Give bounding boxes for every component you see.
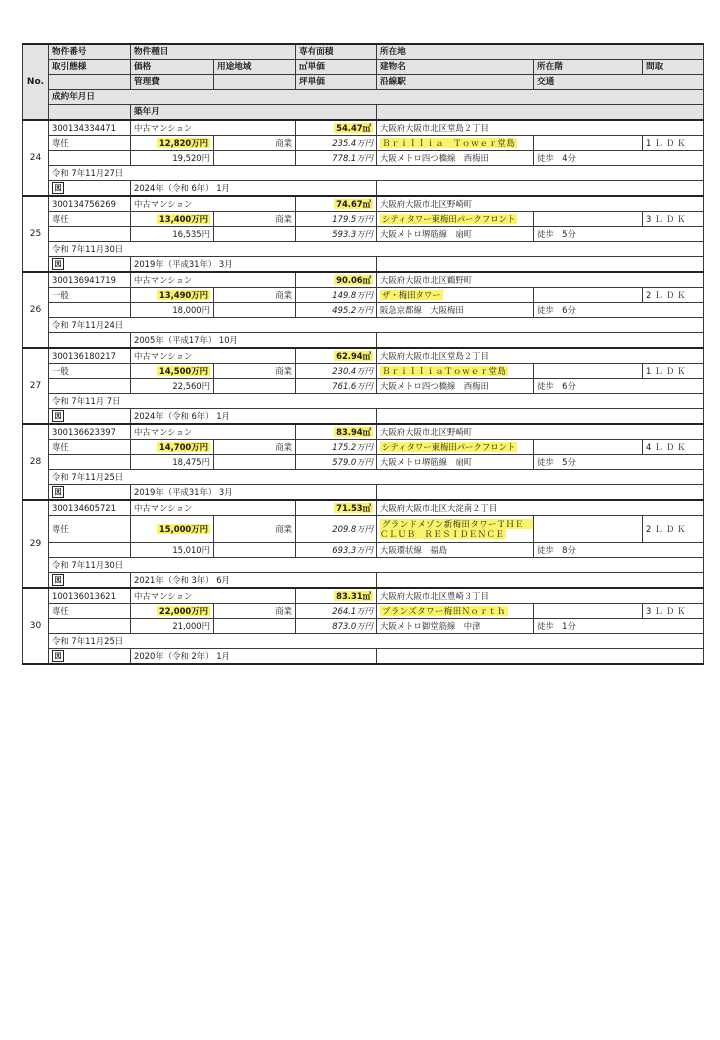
built-date: 2005年（平成17年） 10月 [131, 333, 377, 349]
header-built-date: 築年月 [131, 105, 377, 121]
management-fee: 18,000円 [131, 303, 214, 318]
header-price: 価格 [131, 60, 214, 75]
header-property-number: 物件番号 [49, 44, 131, 60]
exclusive-area [296, 588, 377, 604]
floorplan-cell [49, 573, 131, 589]
empty-cell [49, 379, 131, 394]
property-number: 300136180217 [49, 348, 131, 364]
exclusive-area-value: 71.53㎡ [336, 502, 372, 513]
empty-cell [377, 573, 704, 589]
price-per-tsubo: 495.2万円 [296, 303, 377, 318]
floor [534, 136, 643, 151]
layout: 2ＬＤＫ [643, 516, 704, 543]
transaction-type: 専任 [49, 604, 131, 619]
record-no: 25 [23, 196, 49, 272]
floorplan-cell [49, 333, 131, 349]
empty-cell [49, 543, 131, 558]
empty-cell [377, 333, 704, 349]
access: 徒歩 1分 [534, 619, 704, 634]
floor [534, 604, 643, 619]
floorplan-icon[interactable]: 図 [52, 650, 64, 662]
floor [534, 212, 643, 227]
transaction-type: 専任 [49, 516, 131, 543]
access: 徒歩 4分 [534, 151, 704, 166]
exclusive-area [296, 500, 377, 516]
layout: 2ＬＤＫ [643, 288, 704, 303]
header-building-name: 建物名 [377, 60, 534, 75]
location: 大阪府大阪市北区堂島２丁目 [377, 348, 704, 364]
zoning: 商業 [214, 212, 296, 227]
zoning: 商業 [214, 440, 296, 455]
header-floor: 所在階 [534, 60, 643, 75]
location: 大阪府大阪市北区鶴野町 [377, 272, 704, 288]
price-per-sqm: 209.8万円 [296, 516, 377, 543]
transaction-type: 一般 [49, 288, 131, 303]
header-line-station: 沿線駅 [377, 75, 534, 90]
header-access: 交通 [534, 75, 704, 90]
price-per-tsubo: 579.0万円 [296, 455, 377, 470]
exclusive-area-value: 83.94㎡ [336, 426, 372, 437]
price-per-sqm: 235.4万円 [296, 136, 377, 151]
exclusive-area-value: 54.47㎡ [336, 122, 372, 133]
header-management-fee: 管理費 [131, 75, 214, 90]
floorplan-icon[interactable]: 図 [52, 258, 64, 270]
zoning: 商業 [214, 604, 296, 619]
built-date: 2019年（平成31年） 3月 [131, 485, 377, 501]
access: 徒歩 8分 [534, 543, 704, 558]
building-name-value: ＢｒｉｌｌｉａＴｏｗｅｒ堂島 [382, 365, 507, 376]
floorplan-cell [49, 257, 131, 273]
empty-cell [49, 227, 131, 242]
layout: 3ＬＤＫ [643, 212, 704, 227]
header-empty [49, 75, 131, 90]
empty-cell [377, 409, 704, 425]
layout: 1ＬＤＫ [643, 364, 704, 379]
exclusive-area [296, 348, 377, 364]
exclusive-area-value: 83.31㎡ [336, 590, 372, 601]
property-type: 中古マンション [131, 424, 296, 440]
empty-cell [214, 303, 296, 318]
empty-cell [377, 257, 704, 273]
header-property-type: 物件種目 [131, 44, 296, 60]
building-name [377, 604, 534, 619]
management-fee: 18,475円 [131, 455, 214, 470]
price [131, 364, 214, 379]
property-table [22, 43, 704, 665]
record-27 [23, 348, 704, 424]
line-station: 大阪メトロ四つ橋線 西梅田 [377, 379, 534, 394]
access: 徒歩 6分 [534, 303, 704, 318]
floorplan-icon[interactable]: 図 [52, 182, 64, 194]
zoning: 商業 [214, 364, 296, 379]
empty-cell [49, 303, 131, 318]
empty-cell [49, 151, 131, 166]
header-empty [377, 105, 704, 121]
record-24 [23, 120, 704, 196]
record-25 [23, 196, 704, 272]
location: 大阪府大阪市北区野崎町 [377, 424, 704, 440]
empty-cell [214, 151, 296, 166]
property-type: 中古マンション [131, 500, 296, 516]
property-number: 300134756269 [49, 196, 131, 212]
management-fee: 21,000円 [131, 619, 214, 634]
floor [534, 440, 643, 455]
record-no: 28 [23, 424, 49, 500]
header-exclusive-area: 専有面積 [296, 44, 377, 60]
access: 徒歩 5分 [534, 455, 704, 470]
header-price-per-tsubo: 坪単価 [296, 75, 377, 90]
access: 徒歩 5分 [534, 227, 704, 242]
floor [534, 288, 643, 303]
floorplan-cell [49, 485, 131, 501]
location: 大阪府大阪市北区大淀南２丁目 [377, 500, 704, 516]
price-value: 12,820万円 [158, 137, 208, 148]
floorplan-cell [49, 181, 131, 197]
empty-cell [49, 455, 131, 470]
transaction-type: 一般 [49, 364, 131, 379]
price-value: 14,700万円 [158, 441, 208, 452]
price [131, 288, 214, 303]
transaction-type: 専任 [49, 440, 131, 455]
header-empty [49, 105, 131, 121]
record-no: 30 [23, 588, 49, 664]
line-station: 大阪メトロ堺筋線 扇町 [377, 455, 534, 470]
price-value: 22,000万円 [158, 605, 208, 616]
floor [534, 364, 643, 379]
built-date: 2024年（令和 6年） 1月 [131, 409, 377, 425]
building-name-value: シティタワー東梅田パークフロント [382, 441, 516, 452]
empty-cell [377, 649, 704, 665]
line-station: 大阪メトロ御堂筋線 中津 [377, 619, 534, 634]
price-per-sqm: 230.4万円 [296, 364, 377, 379]
exclusive-area-value: 62.94㎡ [336, 350, 372, 361]
contract-date: 令和 7年11月30日 [49, 242, 704, 257]
layout: 4ＬＤＫ [643, 440, 704, 455]
floorplan-cell [49, 409, 131, 425]
empty-cell [214, 379, 296, 394]
price-value: 14,500万円 [158, 365, 208, 376]
price-per-sqm: 179.5万円 [296, 212, 377, 227]
empty-cell [214, 227, 296, 242]
contract-date: 令和 7年11月25日 [49, 470, 704, 485]
built-date: 2024年（令和 6年） 1月 [131, 181, 377, 197]
building-name-value: Ｂｒｉｌｌｉａ Ｔｏｗｅｒ堂島 [382, 137, 516, 148]
price [131, 136, 214, 151]
property-type: 中古マンション [131, 588, 296, 604]
record-26 [23, 272, 704, 348]
price [131, 440, 214, 455]
location: 大阪府大阪市北区野崎町 [377, 196, 704, 212]
exclusive-area-value: 74.67㎡ [336, 198, 372, 209]
transaction-type: 専任 [49, 212, 131, 227]
floorplan-icon[interactable]: 図 [52, 410, 64, 422]
exclusive-area [296, 196, 377, 212]
price-per-sqm: 264.1万円 [296, 604, 377, 619]
floorplan-icon[interactable]: 図 [52, 574, 64, 586]
record-no: 29 [23, 500, 49, 588]
building-name-value: ブランズタワー梅田Ｎｏｒｔｈ [382, 605, 507, 616]
exclusive-area [296, 272, 377, 288]
empty-cell [214, 543, 296, 558]
property-type: 中古マンション [131, 196, 296, 212]
property-number: 300136623397 [49, 424, 131, 440]
location: 大阪府大阪市北区堂島２丁目 [377, 120, 704, 136]
record-29 [23, 500, 704, 588]
line-station: 大阪メトロ四つ橋線 西梅田 [377, 151, 534, 166]
line-station: 大阪環状線 福島 [377, 543, 534, 558]
header-no: No. [23, 44, 49, 120]
property-type: 中古マンション [131, 272, 296, 288]
header-price-per-sqm: ㎡単価 [296, 60, 377, 75]
empty-cell [214, 455, 296, 470]
building-name-value: グランドメゾン新梅田タワーＴＨＥ ＣＬＵＢ ＲＥＳＩＤＥＮＣＥ [380, 518, 533, 539]
transaction-type: 専任 [49, 136, 131, 151]
property-type: 中古マンション [131, 120, 296, 136]
zoning: 商業 [214, 516, 296, 543]
empty-cell [377, 181, 704, 197]
access: 徒歩 6分 [534, 379, 704, 394]
price-value: 13,400万円 [158, 213, 208, 224]
built-date: 2021年（令和 3年） 6月 [131, 573, 377, 589]
property-number: 300134605721 [49, 500, 131, 516]
building-name [377, 516, 534, 543]
price-per-tsubo: 693.3万円 [296, 543, 377, 558]
building-name [377, 212, 534, 227]
property-number: 100136013621 [49, 588, 131, 604]
line-station: 大阪メトロ堺筋線 扇町 [377, 227, 534, 242]
record-no: 24 [23, 120, 49, 196]
exclusive-area-value: 90.06㎡ [336, 274, 372, 285]
zoning: 商業 [214, 288, 296, 303]
price [131, 604, 214, 619]
empty-cell [377, 485, 704, 501]
building-name [377, 288, 534, 303]
contract-date: 令和 7年11月25日 [49, 634, 704, 649]
header-empty [214, 75, 296, 90]
price-per-sqm: 175.2万円 [296, 440, 377, 455]
record-28 [23, 424, 704, 500]
price-value: 15,000万円 [158, 523, 208, 534]
contract-listing-sheet [22, 43, 703, 665]
layout: 3ＬＤＫ [643, 604, 704, 619]
building-name [377, 136, 534, 151]
location: 大阪府大阪市北区豊崎３丁目 [377, 588, 704, 604]
record-no: 26 [23, 272, 49, 348]
header-contract-date: 成約年月日 [49, 90, 704, 105]
floor [534, 516, 643, 543]
management-fee: 15,010円 [131, 543, 214, 558]
layout: 1ＬＤＫ [643, 136, 704, 151]
empty-cell [49, 619, 131, 634]
building-name-value: ザ・梅田タワー [382, 289, 441, 300]
contract-date: 令和 7年11月 7日 [49, 394, 704, 409]
price-per-sqm: 149.8万円 [296, 288, 377, 303]
header-location: 所在地 [377, 44, 704, 60]
header-layout: 間取 [643, 60, 704, 75]
property-number: 300134334471 [49, 120, 131, 136]
line-station: 阪急京都線 大阪梅田 [377, 303, 534, 318]
header-zoning: 用途地域 [214, 60, 296, 75]
contract-date: 令和 7年11月24日 [49, 318, 704, 333]
record-30 [23, 588, 704, 664]
exclusive-area [296, 424, 377, 440]
record-no: 27 [23, 348, 49, 424]
price-per-tsubo: 761.6万円 [296, 379, 377, 394]
table-header [23, 44, 704, 120]
floorplan-cell [49, 649, 131, 665]
price-per-tsubo: 778.1万円 [296, 151, 377, 166]
zoning: 商業 [214, 136, 296, 151]
management-fee: 19,520円 [131, 151, 214, 166]
management-fee: 22,560円 [131, 379, 214, 394]
building-name [377, 440, 534, 455]
property-number: 300136941719 [49, 272, 131, 288]
floorplan-icon[interactable]: 図 [52, 486, 64, 498]
building-name-value: シティタワー東梅田パークフロント [382, 213, 516, 224]
price [131, 516, 214, 543]
management-fee: 16,535円 [131, 227, 214, 242]
exclusive-area [296, 120, 377, 136]
price-value: 13,490万円 [158, 289, 208, 300]
header-transaction-type: 取引態様 [49, 60, 131, 75]
empty-cell [214, 619, 296, 634]
price-per-tsubo: 873.0万円 [296, 619, 377, 634]
built-date: 2020年（令和 2年） 1月 [131, 649, 377, 665]
contract-date: 令和 7年11月30日 [49, 558, 704, 573]
built-date: 2019年（平成31年） 3月 [131, 257, 377, 273]
contract-date: 令和 7年11月27日 [49, 166, 704, 181]
price-per-tsubo: 593.3万円 [296, 227, 377, 242]
building-name [377, 364, 534, 379]
property-type: 中古マンション [131, 348, 296, 364]
price [131, 212, 214, 227]
